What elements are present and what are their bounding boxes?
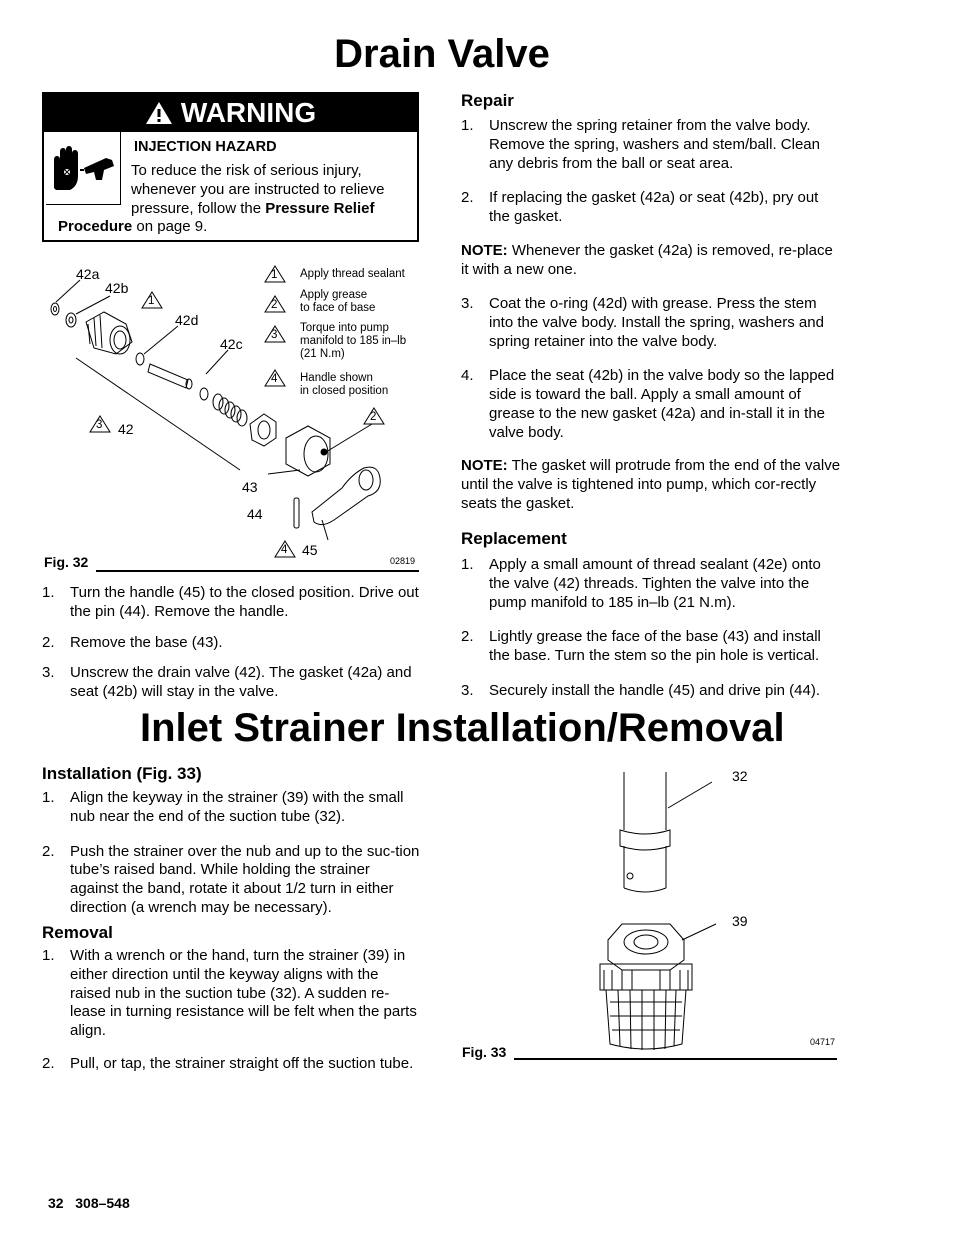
list-item	[461, 628, 841, 666]
legend-2-line-2: to face of base	[300, 302, 376, 314]
legend-4-line-1: Handle shown	[300, 372, 373, 384]
warning-line-1: To reduce the risk of serious injury,	[131, 162, 362, 179]
legend-3-line-2: manifold to 185 in–lb	[300, 335, 407, 347]
legend-2-line-1: Apply grease	[300, 289, 368, 301]
step-number: 1.	[42, 584, 55, 601]
warning-line-4-bold: Procedure	[58, 218, 133, 235]
list-item	[461, 682, 841, 701]
step-number: 2.	[42, 842, 55, 860]
list-item	[42, 1055, 422, 1074]
legend-1-line-1: Apply thread sealant	[300, 268, 405, 280]
warning-line-2: whenever you are instructed to relieve	[131, 180, 385, 198]
legend-2-text	[300, 289, 375, 315]
replacement-heading: Replacement	[461, 529, 567, 548]
step-number: 3.	[42, 664, 55, 682]
step-text: Place the seat (42b) in the valve body so the lapped side is toward the ball. Apply a small amount of grease to the new gasket (42a) and in-stall it in the valve body.	[489, 367, 835, 441]
step-text: Coat the o-ring (42d) with grease. Press the stem into the valve body. Install the spring, washers and spring retainer into the valve body.	[489, 295, 824, 350]
warning-heading: WARNING	[180, 97, 317, 128]
fig33-number: 04717	[810, 1037, 836, 1047]
figure-33	[460, 764, 840, 1064]
note-label: NOTE:	[461, 457, 508, 474]
warning-box	[42, 92, 419, 242]
step-text: Pull, or tap, the strainer straight off the suction tube.	[70, 1054, 414, 1072]
footer	[48, 1195, 130, 1211]
warning-line-4-text: on page 9.	[132, 218, 208, 235]
step-text: Lightly grease the face of the base (43) and install the base. Turn the stem so the pin hole is vertical.	[489, 628, 821, 665]
label-42a: 42a	[76, 266, 100, 282]
step-number: 1.	[461, 556, 474, 573]
legend-1-text	[300, 268, 405, 281]
step-text: Unscrew the drain valve (42). The gasket (42a) and seat (42b) will stay in the valve.	[70, 664, 412, 701]
figure-32	[42, 258, 422, 578]
warning-line-3-text: pressure, follow the	[131, 199, 266, 217]
repair-steps-b	[461, 295, 841, 443]
step-number: 2.	[461, 189, 474, 207]
step-number: 4.	[461, 367, 474, 385]
label-39: 39	[732, 913, 748, 929]
list-item	[42, 664, 420, 702]
label-45: 45	[302, 542, 318, 558]
legend-4-num: 4	[271, 373, 278, 385]
legend-1-num: 1	[271, 269, 278, 281]
step-number: 2.	[42, 1054, 55, 1072]
step-text: Push the strainer over the nub and up to the suc-tion tube’s raised band. While holding the strainer against the band, rotate it about 1/2 turn in either direction (a wrench may be necessary).	[70, 842, 420, 916]
removal-heading: Removal	[42, 923, 113, 942]
removal-steps	[42, 947, 422, 1074]
warning-header	[44, 94, 417, 132]
list-item	[42, 584, 420, 622]
step-text: Unscrew the spring retainer from the valve body. Remove the spring, washers and stem/ball. Clean any debris from the ball or seat area.	[489, 117, 820, 172]
note-label: NOTE:	[461, 242, 508, 259]
list-item	[461, 556, 841, 612]
list-item	[42, 789, 422, 827]
fig33-caption: Fig. 33	[462, 1044, 507, 1060]
fig32-number: 02819	[390, 556, 416, 566]
list-item	[461, 295, 841, 351]
warning-triangle-icon	[145, 101, 173, 125]
note-text: The gasket will protrude from the end of the valve until the valve is tightened into pump, which cor-rectly seats the gasket.	[461, 457, 841, 512]
installation-heading: Installation (Fig. 33)	[42, 764, 202, 783]
strainer-illustration	[460, 764, 840, 1064]
step-number: 1.	[461, 117, 474, 134]
page-number: 32	[48, 1195, 64, 1211]
step-number: 3.	[461, 295, 474, 312]
warning-line-3	[131, 200, 416, 219]
list-item	[461, 367, 841, 442]
label-42d: 42d	[175, 312, 199, 328]
label-43: 43	[242, 479, 258, 495]
step-text: Apply a small amount of thread sealant (42e) onto the valve (42) threads. Tighten the valve into the pump manifold to 185 in–lb (21 N.m).	[489, 556, 821, 611]
label-42: 42	[118, 421, 134, 437]
list-item	[42, 634, 420, 653]
legend-3-line-1: Torque into pump	[300, 322, 389, 334]
page-title-drain-valve: Drain Valve	[334, 32, 550, 76]
label-32: 32	[732, 768, 748, 784]
repair-steps-a	[461, 117, 841, 227]
legend-3-text	[300, 322, 406, 361]
page-title-inlet-strainer: Inlet Strainer Installation/Removal	[140, 706, 785, 750]
legend-4-text	[300, 372, 388, 398]
step-number: 1.	[42, 789, 55, 806]
injection-hazard-icon	[46, 132, 121, 205]
label-42c: 42c	[220, 336, 243, 352]
list-item	[461, 117, 841, 173]
document-number: 308–548	[75, 1195, 130, 1211]
step-text: With a wrench or the hand, turn the strainer (39) in either direction until the keyway aligns with the raised nub in the suction tube (32). A sudden re-lease in turning resistance will be felt when the parts align.	[70, 947, 417, 1040]
fig33-rule	[514, 1058, 837, 1060]
fig32-rule	[96, 570, 419, 572]
warning-line-3-bold: Pressure Relief	[265, 199, 375, 217]
legend-3-num: 3	[271, 329, 278, 341]
list-item	[42, 843, 422, 918]
step-text: Securely install the handle (45) and drive pin (44).	[489, 681, 821, 699]
list-item	[42, 947, 422, 1041]
fig32-caption: Fig. 32	[44, 554, 89, 570]
installation-steps	[42, 789, 422, 918]
repair-note-2	[461, 457, 841, 513]
label-44: 44	[247, 506, 263, 522]
legend-3-line-3: (21 N.m)	[300, 348, 345, 360]
step-text: If replacing the gasket (42a) or seat (42b), pry out the gasket.	[489, 189, 819, 226]
symbol-4-number: 4	[281, 544, 288, 556]
step-number: 2.	[42, 633, 55, 651]
symbol-1-number: 1	[148, 295, 155, 307]
symbol-2-number: 2	[370, 411, 377, 423]
step-number: 3.	[461, 681, 474, 699]
legend-2-num: 2	[271, 299, 278, 311]
note-text: Whenever the gasket (42a) is removed, re-place it with a new one.	[461, 242, 833, 278]
list-item	[461, 189, 841, 227]
step-text: Align the keyway in the strainer (39) with the small nub near the end of the suction tube (32).	[70, 789, 404, 825]
warning-line-4	[58, 218, 207, 237]
label-42b: 42b	[105, 280, 129, 296]
warning-text	[131, 162, 416, 218]
legend-4-line-2: in closed position	[300, 385, 389, 397]
hazard-title: INJECTION HAZARD	[134, 139, 277, 155]
step-number: 2.	[461, 628, 474, 646]
step-text: Turn the handle (45) to the closed position. Drive out the pin (44). Remove the handle.	[70, 584, 419, 620]
repair-heading: Repair	[461, 91, 514, 110]
symbol-3-number: 3	[96, 419, 103, 431]
step-text: Remove the base (43).	[70, 633, 223, 651]
repair-note-1	[461, 242, 841, 280]
step-number: 1.	[42, 947, 55, 964]
replacement-steps	[461, 556, 841, 701]
drain-steps-list	[42, 584, 420, 702]
